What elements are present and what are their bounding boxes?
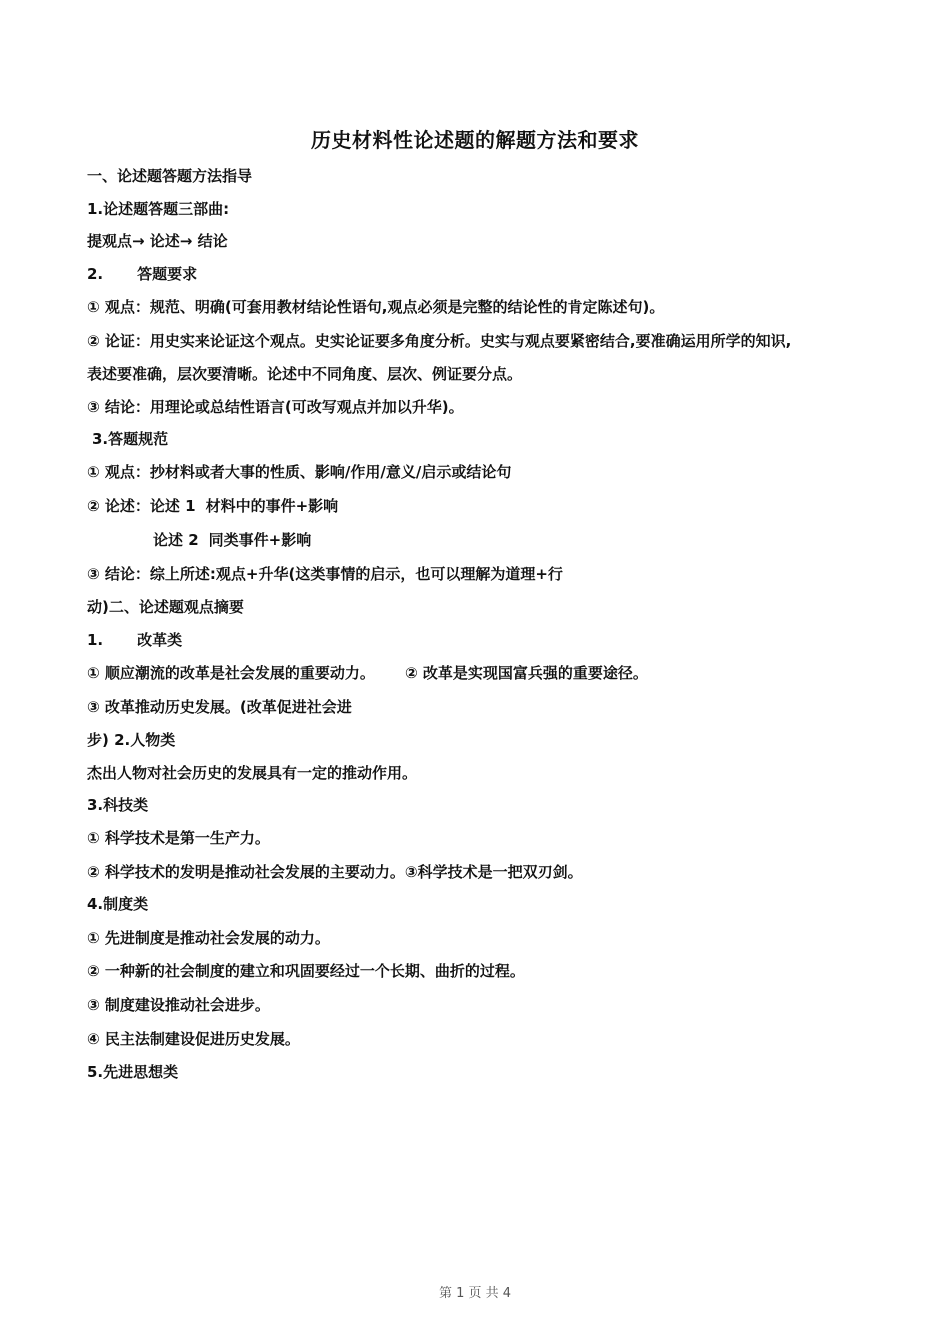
text-line: ② 论证：用史实来论证这个观点。史实论证要多角度分析。史实与观点要紧密结合,要准确运用所学的知识, bbox=[87, 332, 792, 350]
text-line: ② 科学技术的发明是推动社会发展的主要动力。③科学技术是一把双刃剑。 bbox=[87, 863, 583, 881]
section-heading-2: 动)二、论述题观点摘要 bbox=[87, 598, 244, 616]
subheading-1-3: 3.答题规范 bbox=[92, 430, 169, 448]
text-line: 提观点→ 论述→ 结论 bbox=[87, 232, 228, 250]
item-label: 改革类 bbox=[137, 631, 183, 649]
item-number: 2. bbox=[87, 265, 104, 283]
subheading-2-3: 3.科技类 bbox=[87, 796, 149, 814]
subheading-2-4: 4.制度类 bbox=[87, 895, 149, 913]
subheading-2-1 bbox=[87, 630, 182, 650]
text-line: ① 观点：抄材料或者大事的性质、影响/作用/意义/启示或结论句 bbox=[87, 463, 512, 481]
text-line bbox=[87, 663, 648, 683]
section-heading-1: 一、论述题答题方法指导 bbox=[87, 167, 253, 185]
text-line bbox=[87, 496, 338, 516]
argument-2-text: 同类事件+影响 bbox=[208, 531, 312, 549]
subheading-1-2 bbox=[87, 264, 197, 284]
text-line: 步) 2.人物类 bbox=[87, 731, 176, 749]
subheading-1-1: 1.论述题答题三部曲: bbox=[87, 200, 230, 218]
text-line: ③ 结论：综上所述:观点+升华(这类事情的启示，也可以理解为道理+行 bbox=[87, 565, 563, 583]
point-1: ① 顺应潮流的改革是社会发展的重要动力。 bbox=[87, 664, 375, 682]
argument-1-label: ② 论述：论述 1 bbox=[87, 497, 196, 515]
text-line: ① 科学技术是第一生产力。 bbox=[87, 829, 270, 847]
text-line bbox=[153, 530, 311, 550]
text-line: ① 先进制度是推动社会发展的动力。 bbox=[87, 929, 330, 947]
text-line: 杰出人物对社会历史的发展具有一定的推动作用。 bbox=[87, 764, 418, 782]
page-footer bbox=[0, 1280, 950, 1301]
argument-1-text: 材料中的事件+影响 bbox=[205, 497, 339, 515]
text-line: ③ 改革推动历史发展。(改革促进社会进 bbox=[87, 698, 352, 716]
text-line: ③ 制度建设推动社会进步。 bbox=[87, 996, 270, 1014]
text-line: ④ 民主法制建设促进历史发展。 bbox=[87, 1030, 300, 1048]
argument-2-label: 论述 2 bbox=[153, 531, 199, 549]
item-label: 答题要求 bbox=[137, 265, 198, 283]
text-line: ② 一种新的社会制度的建立和巩固要经过一个长期、曲折的过程。 bbox=[87, 962, 525, 980]
text-line: 表述要准确，层次要清晰。论述中不同角度、层次、例证要分点。 bbox=[87, 365, 523, 383]
subheading-2-5: 5.先进思想类 bbox=[87, 1063, 179, 1081]
text-line: ③ 结论：用理论或总结性语言(可改写观点并加以升华)。 bbox=[87, 398, 464, 416]
item-number: 1. bbox=[87, 631, 104, 649]
document-title: 历史材料性论述题的解题方法和要求 bbox=[311, 128, 639, 152]
page-number: 第 1 页 共 4 bbox=[438, 1286, 512, 1301]
text-line: ① 观点：规范、明确(可套用教材结论性语句,观点必须是完整的结论性的肯定陈述句)。 bbox=[87, 298, 665, 316]
point-2: ② 改革是实现国富兵强的重要途径。 bbox=[404, 664, 648, 682]
